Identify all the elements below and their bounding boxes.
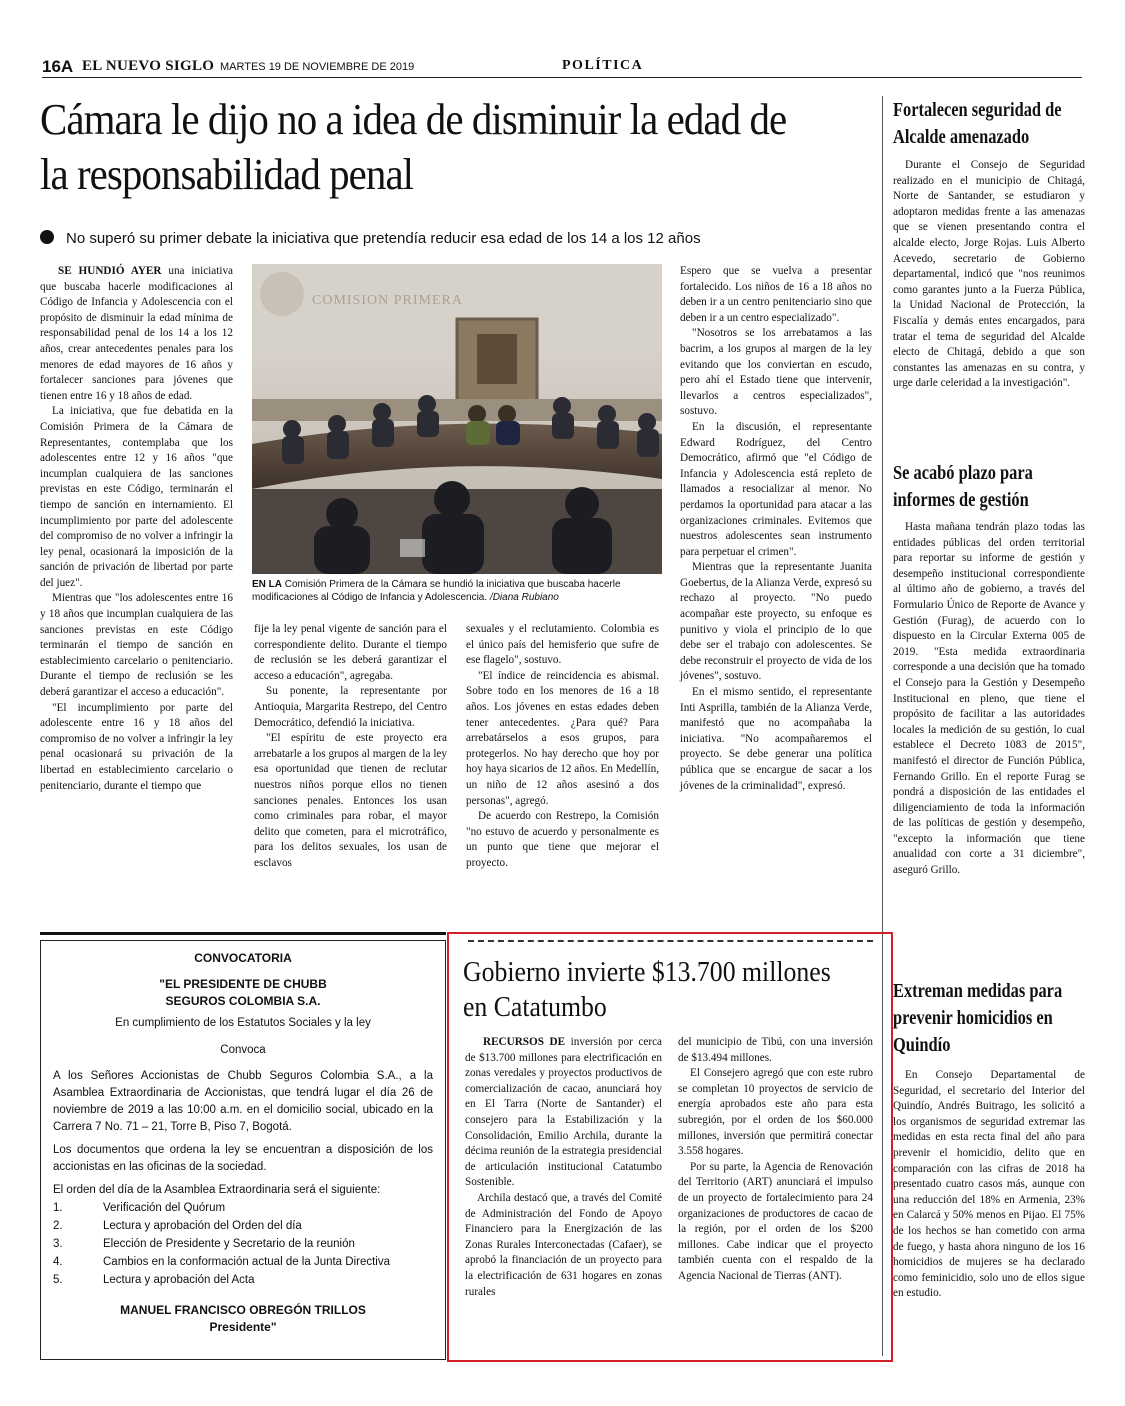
- article-column-3: [466, 622, 659, 872]
- paragraph: "Nosotros se los arrebatamos a las bacrim, a los grupos al margen de la ley evitando que los conviertan en escudo, pero ahí el Estado tiene que intervenir, llevarlos a centros especializados", sostuvo.: [680, 327, 872, 418]
- convocatoria-company: "EL PRESIDENTE DE CHUBB SEGUROS COLOMBIA S.A.: [159, 977, 327, 1008]
- newspaper-name: EL NUEVO SIGLO: [82, 58, 215, 74]
- paragraph: En la discusión, el representante Edward Rodríguez, del Centro Democrático, afirmó que "el Código de Infancia y Adolescencia está repleto de llamados a resocializar al menor. No perdamos la oportunidad para atacar a las organizaciones criminales. Evitemos que nuestros adolescentes sean instrumento para perpetuar el crimen".: [680, 420, 872, 558]
- paragraph: En el mismo sentido, el representante Inti Asprilla, también de la Alianza Verde, manifestó que no acompañaba la iniciativa. "No acompañaremos el proyecto. Se debe generar una política pública que se encargue de sacar a los jóvenes de la criminalidad", expresó.: [680, 686, 872, 792]
- page-number: 16A: [42, 57, 74, 76]
- committee-photo: [252, 264, 662, 574]
- paragraph: RECURSOS DE inversión por cerca de $13.700 millones para electrificación en zonas veredales y proyectos productivos de comercialización de cacao, anunciará hoy en El Tarra (Norte de Santander) el consejero para la Estabilización y la Consolidación, Emilio Archila, durante la décima reunión de la estrategia presidencial de articulación institucional Catatumbo Sostenible.: [465, 1036, 663, 1189]
- paragraph: "El incumplimiento por parte del adolescente entre 16 y 18 años del compromiso de no volver a infringir la ley penal ocasionará su privación de la libertad en establecimiento carcelario o penitenciario, durante el tiempo que: [40, 701, 233, 792]
- header-rule: [42, 77, 1082, 78]
- paragraph: El Consejero agregó que con este rubro se completan 10 proyectos de servicio de energía aprobados este año para esta subregión, por el orden de los $60.000 millones, inversión que permitirá conectar 3.558 hogares.: [678, 1067, 873, 1158]
- sidebar-headline-2: Se acabó plazo para informes de gestión: [893, 462, 1033, 511]
- paragraph: De acuerdo con Restrepo, la Comisión "no estuvo de acuerdo y personalmente es un punto que tiene que mejorar el proyecto.: [466, 810, 659, 869]
- main-headline: Cámara le dijo no a idea de disminuir la edad de la responsabilidad penal: [40, 95, 787, 199]
- photo-wall-sign: COMISION PRIMERA: [312, 293, 463, 308]
- catatumbo-column-1: [465, 1035, 662, 1300]
- sidebar-story-1: Durante el Consejo de Seguridad realizado en el municipio de Chitagá, Norte de Santander, se estudiaron y adoptaron medidas frente a las amenazas que se vienen presentando contra el alcalde electo, Jorge Rojas. Luis Alberto Acevedo, secretario de Gobierno departamental, indicó que "nos reunimos como garantes junto a la Fuerza Pública, la Unidad Nacional de Protección, la Fiscalía y demás entes encargados, para tratar el tema de seguridad del Alcalde electo de Chitagá, debido a que son constantes las amenazas en su contra, y urge darle celeridad a la investigación".: [893, 159, 1085, 390]
- issue-date: MARTES 19 DE NOVIEMBRE DE 2019: [220, 61, 415, 73]
- convocatoria-top-rule: [40, 932, 446, 935]
- sidebar-headline-3: Extreman medidas para prevenir homicidios en Quindío: [893, 980, 1063, 1056]
- sidebar-story-2: Hasta mañana tendrán plazo todas las entidades públicas del orden territorial para reportar su informe de gestión y desempeño institucional correspondiente al último año de gobierno, a través del Formulario Único de Reporte de Avance y Gestión (Furag), de acuerdo con lo dispuesto en la Circular Externa 005 de 2019. "Esta medida extraordinaria corresponde a una decisión que ha tomado el Consejo para la Gestión y Desempeño Institucional en pleno, que tiene el propósito de facilitar a las autoridades locales la medición de su gestión, lo cual establece el Decreto 1083 de 2015", manifestó el director de Función Pública, Fernando Grillo. En el reporte Furag se pondrá a disposición de las entidades el diligenciamiento de toda la información de las políticas de gestión y desempeño, "excepto la información que tiene anualidad con corte a 31 diciembre", aseguró Grillo.: [893, 521, 1085, 877]
- paragraph: SE HUNDIÓ AYER una iniciativa que buscaba hacerle modificaciones al Código de Infancia y Adolescencia con el propósito de disminuir la edad mínima de responsabilidad penal de los 14 a los 12 años, crear antecedentes penales para los menores de edad mayores de 16 años y fortalecer sanciones para jóvenes que tienen entre 16 y 18 años de edad.: [40, 265, 234, 402]
- photo-caption: EN LA Comisión Primera de la Cámara se hundió la iniciativa que buscaba hacerle modificaciones al Código de Infancia y Adolescencia. /Diana Rubiano: [252, 579, 621, 603]
- paragraph: sexuales y el reclutamiento. Colombia es el único país del hemisferio que sufre de ese flagelo", sostuvo.: [466, 623, 659, 667]
- sidebar-story-3: En Consejo Departamental de Seguridad, el secretario del Interior del Quindío, Andrés Buitrago, les solicitó a los organismos de seguridad extremar las medidas en esta recta final del año para prevenir el homicidio, delito que en comparación con las cifras de 2018 ha presentado cuatro casos más, aunque con una reducción del 18% en Armenia, 23% en Calarcá y 50% menos en Pijao. El 75% de los hechos se han cometido con arma de fuego, y hasta ahora ninguno de los 16 homicidios de mujeres se ha declarado como feminicidio, solo uno de ellos sigue en estudio.: [893, 1069, 1085, 1300]
- page-header: [42, 57, 1082, 77]
- convocatoria-title: CONVOCATORIA: [194, 951, 292, 965]
- catatumbo-headline: Gobierno invierte $13.700 millones en Catatumbo: [463, 957, 831, 1023]
- paragraph: Mientras que la representante Juanita Goebertus, de la Alianza Verde, expresó su rechazo al proyecto. "No puedo acompañar este proyecto, su enfoque es punitivo y viola el principio de lo que debe ser el trabajo con adolescentes. Se debe reconstruir el proyecto de vida de los jóvenes", sostuvo.: [680, 561, 872, 683]
- paragraph: Archila destacó que, a través del Comité de Administración del Fondo de Apoyo Financiero para la Energización de las Zonas Rurales Interconectadas (Cafaer), se aprobó la financiación de un proyecto para la electrificación de 631 hogares en zonas rurales: [465, 1191, 662, 1298]
- subheadline: [40, 230, 900, 247]
- convocatoria-convoca: Convoca: [220, 1044, 266, 1056]
- convocatoria-notice: CONVOCATORIA "EL PRESIDENTE DE CHUBB SEGUROS COLOMBIA S.A. En cumplimiento de los Estatutos Sociales y la ley Convoca A los Señores Accionistas de Chubb Seguros Colombia S.A., a la Asamblea Extraordinaria de Accionistas, que tendrá lugar el día 26 de noviembre de 2019 a las 10:00 a.m. en el domicilio social, ubicado en la Carrera 7 No. 71 – 21, Torre B, Piso 7, Bogotá. Los documentos que ordena la ley se encuentran a disposición de los accionistas en las oficinas de la sociedad. El orden del día de la Asamblea Extraordinaria será el siguiente: 1. Verificación del Quórum 2. Lectura y aprobación del Orden del día 3. Elección de Presidente y Secretario de la reunión 4. Cambios en la conformación actual de la Junta Directiva 5. Lectura y aprobación del Acta MANUEL FRANCISCO OBREGÓN TRILLOS Presidente": [40, 940, 446, 1360]
- paragraph: "El índice de reincidencia es abismal. Sobre todo en los menores de 16 a 18 años. Los jóvenes en estas edades deben tener antecedentes. ¿Para qué? Para arrebatárselos a esos grupos, para protegerlos. No hay derecho que hoy por hoy haya sicarios de 12 años. En Medellín, un niño de 12 años asesinó a dos personas", agregó.: [466, 669, 659, 807]
- article-column-1: [40, 264, 233, 794]
- story-top-rule: [468, 940, 873, 942]
- paragraph: "El espíritu de este proyecto era arrebatarle a los grupos al margen de la ley esa oportunidad que tienen de reclutar nuestros niños porque ellos no tienen sanciones penales. Entonces los usan como criminales para robar, el mayor delito que cometen, para el microtráfico, para los delitos sexuales, los usan de esclavos: [254, 732, 447, 869]
- convocatoria-compliance: En cumplimiento de los Estatutos Sociales y la ley: [115, 1017, 371, 1029]
- paragraph: Por su parte, la Agencia de Renovación del Territorio (ART) anunciará el impulso de un proyecto de fortalecimiento para 24 organizaciones de productores de cacao de la región, por el orden de los $200 millones. Cabe indicar que el proyecto también cuenta con el respaldo de la Agencia Nacional de Tierras (ANT).: [678, 1160, 873, 1282]
- caption-lead: EN LA: [252, 579, 282, 590]
- section-name: POLÍTICA: [562, 58, 644, 73]
- convocatoria-signature: MANUEL FRANCISCO OBREGÓN TRILLOS Presidente": [120, 1303, 366, 1334]
- paragraph: Espero que se vuelva a presentar fortalecido. Los niños de 16 a 18 años no deben ir a un centro penitenciario sino que deben ir a un centro especializado".: [680, 265, 872, 324]
- paragraph: del municipio de Tibú, con una inversión de $13.494 millones.: [678, 1036, 873, 1064]
- catatumbo-lead: RECURSOS DE: [483, 1036, 566, 1048]
- subheadline-text: No superó su primer debate la iniciativa que pretendía reducir esa edad de los 14 a los 12 años: [66, 230, 701, 247]
- bullet-icon: [40, 230, 54, 244]
- convocatoria-body: A los Señores Accionistas de Chubb Seguros Colombia S.A., a la Asamblea Extraordinaria de Accionistas, que tendrá lugar el día 26 de noviembre de 2019 a las 10:00 a.m. en el domicilio social, ubicado en la Carrera 7 No. 71 – 21, Torre B, Piso 7, Bogotá. Los documentos que ordena la ley se encuentran a disposición de los accionistas en las oficinas de la sociedad. El orden del día de la Asamblea Extraordinaria será el siguiente:: [53, 1070, 433, 1196]
- paragraph: fije la ley penal vigente de sanción para el correspondiente delito. Durante el tiempo de reclusión se les deberá garantizar el acceso a educación", agregaba.: [254, 623, 447, 682]
- article-lead: SE HUNDIÓ AYER: [58, 265, 162, 277]
- article-column-2: [254, 622, 447, 872]
- article-column-4: [680, 264, 872, 794]
- photo-credit: /Diana Rubiano: [487, 592, 559, 603]
- paragraph: Mientras que "los adolescentes entre 16 y 18 años que incumplan cualquiera de las sanciones previstas en este Código terminarán el tiempo de sanción en establecimiento carcelario o penitenciario. Durante el tiempo de reclusión se les deberá garantizar el acceso a educación".: [40, 592, 233, 699]
- article-photo: [252, 264, 662, 574]
- catatumbo-column-2: [678, 1035, 873, 1285]
- paragraph: La iniciativa, que fue debatida en la Comisión Primera de la Cámara de Representantes, contemplaba que los adolescentes entre 12 y 16 años "que incumplan cualquiera de las sanciones previstas en este Código, terminarán el tiempo de sanción en internamiento. El incumplimiento por parte del adolescente del compromiso de no volver a infringir la ley penal, ocasionará la imposición de la sanción de privación de libertad por parte del juez".: [40, 405, 233, 589]
- paragraph: Su ponente, la representante por Antioquia, Margarita Restrepo, del Centro Democrático, defendió la iniciativa.: [254, 685, 447, 729]
- sidebar-headline-1: Fortalecen seguridad de Alcalde amenazado: [893, 99, 1062, 148]
